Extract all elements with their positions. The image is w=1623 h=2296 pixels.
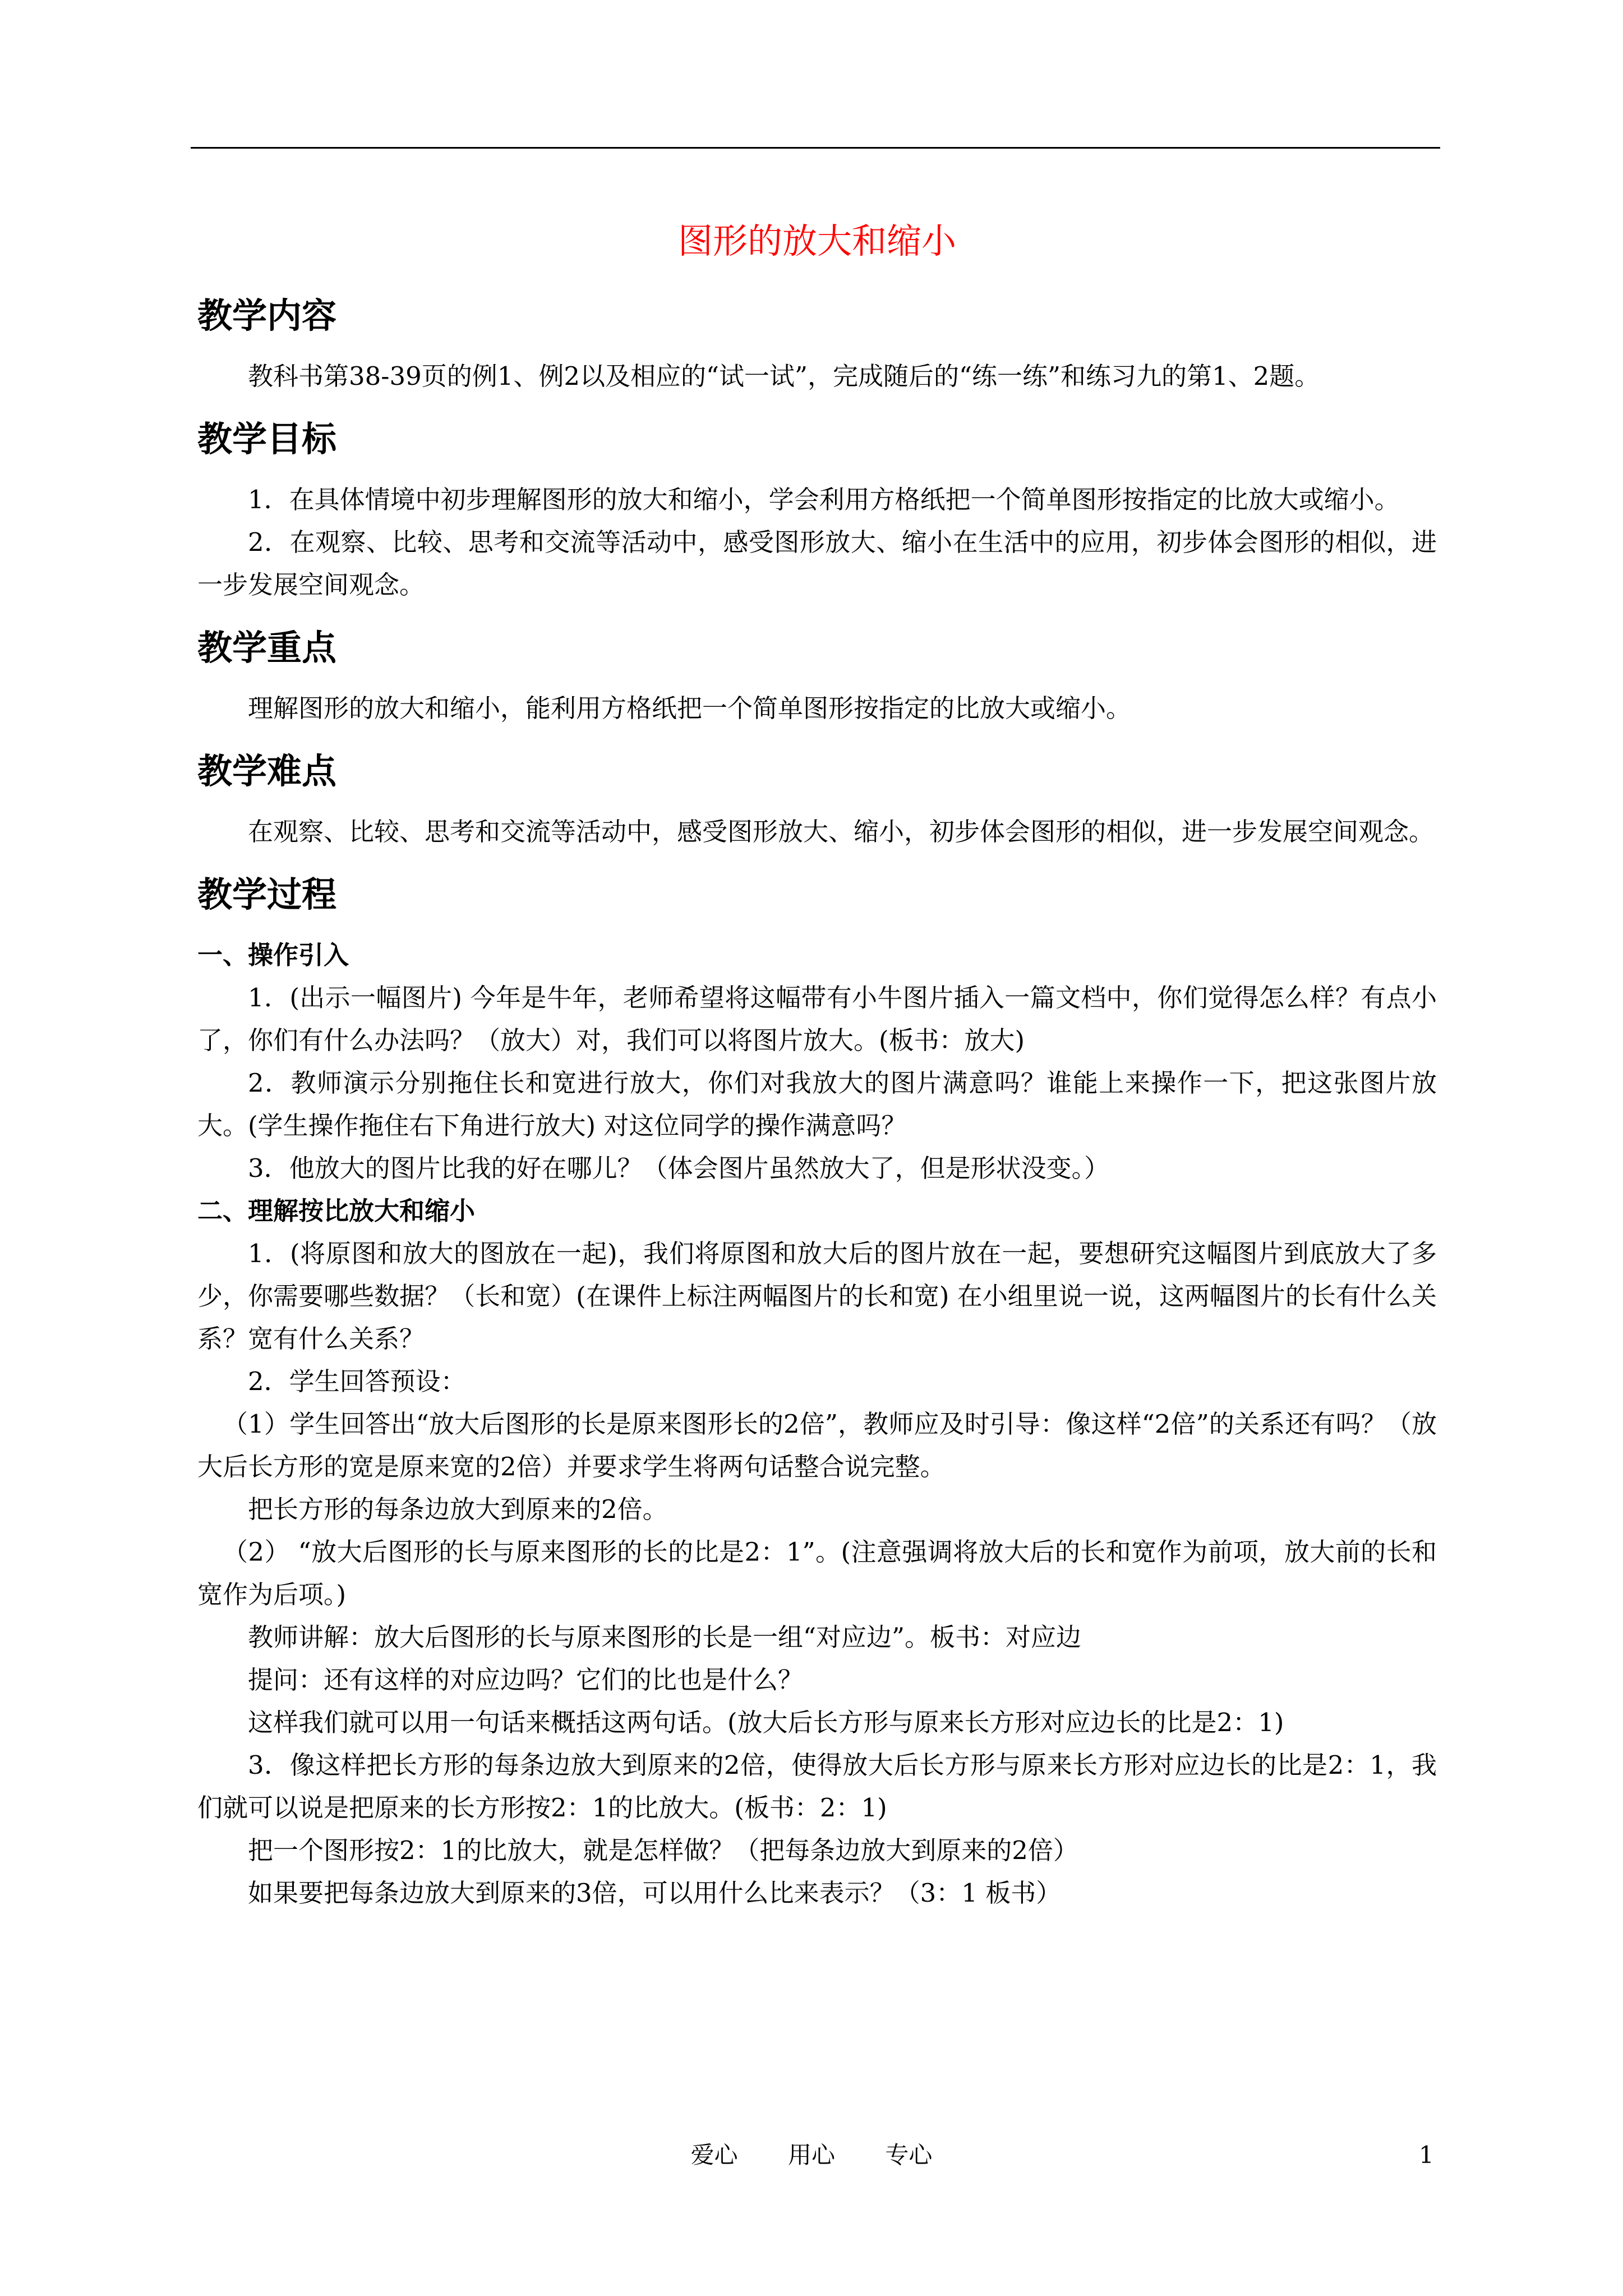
subsection-heading: 二、理解按比放大和缩小 bbox=[197, 1196, 476, 1226]
paragraph: 1．(出示一幅图片) 今年是牛年，老师希望将这幅带有小牛图片插入一篇文档中，你们觉得怎么样？有点小了，你们有什么办法吗？（放大）对，我们可以将图片放大。(板书：放大) bbox=[197, 983, 1437, 1055]
section-key-points bbox=[197, 623, 1437, 730]
paragraph: 理解图形的放大和缩小，能利用方格纸把一个简单图形按指定的比放大或缩小。 bbox=[248, 693, 1132, 723]
footer-item: 专心 bbox=[885, 2141, 933, 2169]
paragraph: 把一个图形按2：1的比放大，就是怎样做？（把每条边放大到原来的2倍） bbox=[248, 1835, 1078, 1865]
section-teaching-content bbox=[197, 291, 1437, 398]
footer-motto bbox=[0, 2138, 1623, 2172]
paragraph: （2） “放大后图形的长与原来图形的长的比是2：1”。(注意强调将放大后的长和宽作为前项，放大前的长和宽作为后项。) bbox=[197, 1537, 1437, 1609]
section-heading: 教学内容 bbox=[197, 295, 337, 336]
section-heading: 教学难点 bbox=[197, 751, 337, 792]
paragraph: 1．在具体情境中初步理解图形的放大和缩小，学会利用方格纸把一个简单图形按指定的比放大或缩小。 bbox=[248, 485, 1400, 514]
paragraph: 把长方形的每条边放大到原来的2倍。 bbox=[248, 1494, 668, 1524]
section-heading: 教学目标 bbox=[197, 418, 337, 459]
paragraph: 2．在观察、比较、思考和交流等活动中，感受图形放大、缩小在生活中的应用，初步体会图形的相似，进一步发展空间观念。 bbox=[197, 527, 1437, 600]
paragraph: 如果要把每条边放大到原来的3倍，可以用什么比来表示？（3：1 板书） bbox=[248, 1878, 1062, 1908]
section-teaching-process bbox=[197, 870, 1437, 1915]
paragraph: 3．像这样把长方形的每条边放大到原来的2倍，使得放大后长方形与原来长方形对应边长的比是2：1，我们就可以说是把原来的长方形按2：1的比放大。(板书：2：1) bbox=[197, 1750, 1437, 1823]
section-heading: 教学过程 bbox=[197, 874, 337, 915]
footer-item: 爱心 bbox=[690, 2141, 738, 2169]
paragraph: （1）学生回答出“放大后图形的长是原来图形长的2倍”，教师应及时引导：像这样“2倍”的关系还有吗？（放大后长方形的宽是原来宽的2倍）并要求学生将两句话整合说完整。 bbox=[197, 1409, 1437, 1481]
document-title: 图形的放大和缩小 bbox=[677, 220, 956, 261]
paragraph: 这样我们就可以用一句话来概括这两句话。(放大后长方形与原来长方形对应边长的比是2：1) bbox=[248, 1708, 1284, 1737]
subsection-heading: 一、操作引入 bbox=[197, 940, 349, 970]
section-difficulties bbox=[197, 747, 1437, 853]
paragraph: 2．学生回答预设： bbox=[248, 1366, 466, 1396]
paragraph: 在观察、比较、思考和交流等活动中，感受图形放大、缩小，初步体会图形的相似，进一步发展空间观念。 bbox=[248, 817, 1435, 846]
header-rule bbox=[191, 147, 1440, 149]
document-body bbox=[197, 216, 1437, 1931]
footer-item: 用心 bbox=[787, 2141, 835, 2169]
paragraph: 2．教师演示分别拖住长和宽进行放大，你们对我放大的图片满意吗？谁能上来操作一下，把这张图片放大。(学生操作拖住右下角进行放大) 对这位同学的操作满意吗？ bbox=[197, 1068, 1437, 1140]
paragraph: 1．(将原图和放大的图放在一起)，我们将原图和放大后的图片放在一起，要想研究这幅图片到底放大了多少，你需要哪些数据？（长和宽）(在课件上标注两幅图片的长和宽) 在小组里说一说，这两幅图片的长有什么关系？宽有什么关系？ bbox=[197, 1239, 1437, 1354]
section-heading: 教学重点 bbox=[197, 627, 337, 668]
paragraph: 3．他放大的图片比我的好在哪儿？（体会图片虽然放大了，但是形状没变。） bbox=[248, 1153, 1110, 1183]
paragraph: 教科书第38-39页的例1、例2以及相应的“试一试”，完成随后的“练一练”和练习九的第1、2题。 bbox=[248, 361, 1320, 391]
paragraph: 教师讲解：放大后图形的长与原来图形的长是一组“对应边”。板书：对应边 bbox=[248, 1622, 1082, 1652]
page-number: 1 bbox=[1419, 2141, 1434, 2169]
paragraph: 提问：还有这样的对应边吗？它们的比也是什么？ bbox=[248, 1665, 804, 1695]
section-teaching-goals bbox=[197, 415, 1437, 606]
